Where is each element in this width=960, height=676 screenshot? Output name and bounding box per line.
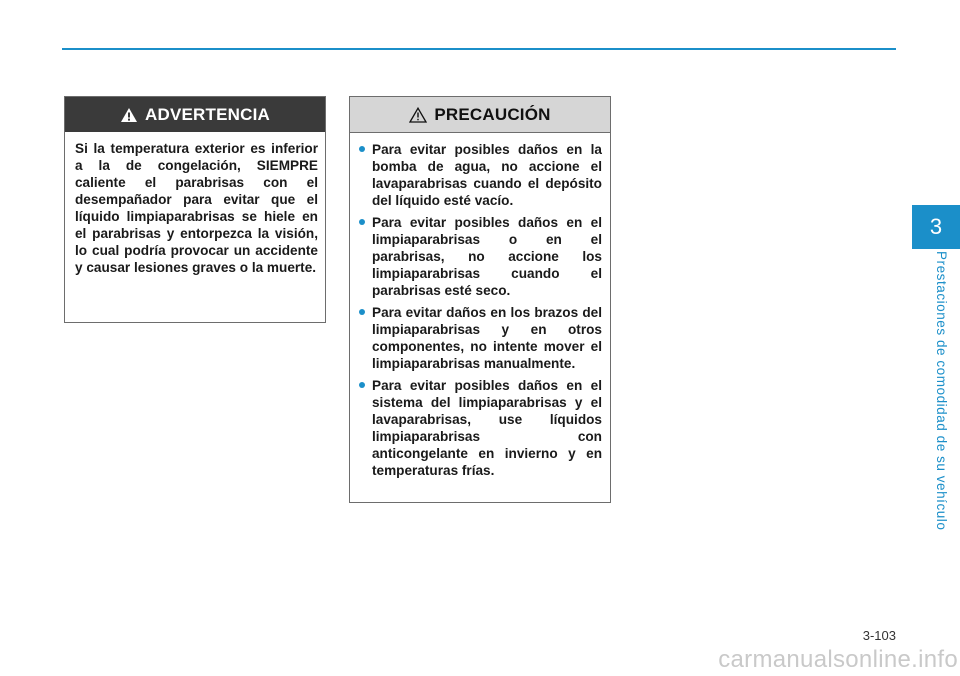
list-item: Para evitar posibles daños en el limpiaparabrisas o en el parabrisas, no accione los limpiaparabrisas cuando el parabrisas esté seco. bbox=[358, 214, 602, 299]
bullet-icon bbox=[359, 309, 365, 315]
caution-body bbox=[350, 133, 610, 479]
list-item: Para evitar posibles daños en el sistema del limpiaparabrisas y el lavaparabrisas, use líquidos limpiaparabrisas con anticongelante en invierno y en temperaturas frías. bbox=[358, 377, 602, 479]
warning-triangle-icon bbox=[120, 107, 138, 123]
page-number: 3-103 bbox=[862, 628, 896, 643]
bullet-icon bbox=[359, 146, 365, 152]
bullet-icon bbox=[359, 382, 365, 388]
chapter-title: Prestaciones de comodidad de su vehículo bbox=[934, 251, 949, 531]
list-item: Para evitar posibles daños en la bomba de agua, no accione el lavaparabrisas cuando el depósito del líquido esté vacío. bbox=[358, 141, 602, 209]
chapter-tab bbox=[912, 205, 960, 249]
caution-triangle-icon bbox=[409, 107, 427, 123]
caution-list bbox=[358, 141, 602, 479]
watermark: carmanualsonline.info bbox=[718, 646, 958, 673]
warning-text: Si la temperatura exterior es inferior a la de congelación, SIEMPRE caliente el parabrisas con el desempañador para evitar que el líquido limpiaparabrisas se hiele en el parabrisas y entorpezca la visión, lo cual podría provocar un accidente y causar lesiones graves o la muerte. bbox=[75, 141, 318, 275]
warning-header bbox=[65, 97, 325, 132]
top-rule bbox=[62, 48, 896, 50]
caution-title: PRECAUCIÓN bbox=[434, 104, 551, 124]
warning-box bbox=[64, 96, 326, 323]
list-item: Para evitar daños en los brazos del limpiaparabrisas y en otros componentes, no intente mover el limpiaparabrisas manualmente. bbox=[358, 304, 602, 372]
warning-title: ADVERTENCIA bbox=[145, 104, 270, 124]
chapter-number: 3 bbox=[929, 214, 943, 239]
caution-box bbox=[349, 96, 611, 503]
caution-header bbox=[350, 97, 610, 133]
bullet-icon bbox=[359, 219, 365, 225]
